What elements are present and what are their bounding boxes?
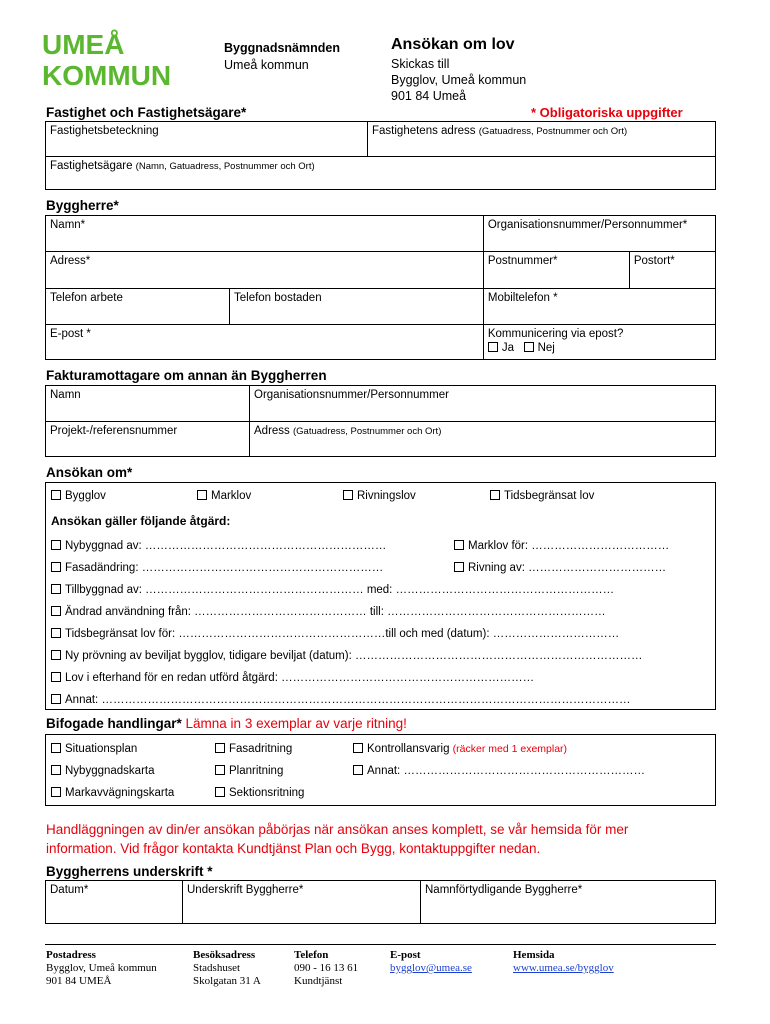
invoice-ref-field[interactable] — [46, 422, 250, 457]
facade-drawing-checkbox[interactable] — [215, 743, 225, 753]
invoice-orgnr-label: Organisationsnummer/Personnummer — [254, 389, 449, 401]
marklov-label: Marklov — [211, 490, 252, 502]
signature-table — [45, 880, 716, 924]
invoice-table — [45, 385, 716, 457]
footer-postal-heading: Postadress — [46, 949, 96, 961]
builder-address-label: Adress* — [50, 255, 91, 267]
footer-email-heading: E-post — [390, 949, 421, 961]
facade-checkbox[interactable] — [51, 562, 61, 572]
footer-postal — [46, 949, 157, 988]
other-att-checkbox[interactable] — [353, 765, 363, 775]
property-owner-field[interactable] — [46, 157, 716, 190]
levelling-label: Markavvägningskarta — [65, 787, 175, 799]
send-to-label: Skickas till — [391, 57, 450, 71]
builder-email-comm-cell — [483, 325, 715, 360]
site-plan-label: Situationsplan — [65, 743, 138, 755]
new-build-checkbox[interactable] — [51, 540, 61, 550]
type-bygglov[interactable] — [51, 490, 106, 502]
footer-web — [513, 949, 614, 975]
site-plan-checkbox[interactable] — [51, 743, 61, 753]
measure-ground-permit[interactable] — [454, 540, 669, 552]
footer-phone-heading: Telefon — [294, 949, 329, 961]
signature-date-label: Datum* — [50, 884, 89, 896]
builder-mobile-label: Mobiltelefon * — [487, 292, 558, 304]
property-table — [45, 121, 716, 190]
send-address-line2: 901 84 Umeå — [391, 89, 467, 103]
measures-title: Ansökan gäller följande åtgärd: — [51, 514, 231, 528]
builder-table — [45, 215, 716, 360]
footer-email-link[interactable]: bygglov@umea.se — [390, 962, 472, 974]
new-map-checkbox[interactable] — [51, 765, 61, 775]
other-measure-label: Annat: ………………………………………………………………………………………………………………………… — [65, 694, 631, 706]
invoice-section-title: Fakturamottagare om annan än Byggherren — [46, 368, 327, 383]
signature-section-title: Byggherrens underskrift * — [46, 864, 213, 879]
property-owner-hint: (Namn, Gatuadress, Postnummer och Ort) — [135, 161, 315, 172]
builder-orgnr-label: Organisationsnummer/Personnummer* — [487, 219, 688, 231]
type-rivningslov[interactable] — [343, 490, 416, 502]
builder-email-label: E-post * — [50, 328, 91, 340]
builder-name-label: Namn* — [50, 219, 86, 231]
builder-name-field[interactable] — [46, 216, 484, 252]
email-no-label: Nej — [537, 342, 555, 354]
processing-notice: Handläggningen av din/er ansökan påbörjas när ansökan anses komplett, se vår hemsida för mer information. Vid frågor kontakta Kundtjänst Plan och Bygg, kontaktuppgifter nedan. — [46, 822, 629, 856]
facade-drawing-label: Fasadritning — [229, 743, 293, 755]
ground-permit-label: Marklov för: ……………………………… — [468, 540, 670, 552]
board-name: Byggnadsnämnden — [224, 41, 340, 55]
property-designation-label: Fastighetsbeteckning — [50, 125, 159, 137]
invoice-orgnr-field[interactable] — [250, 386, 716, 422]
logo-line1: UMEÅ — [42, 29, 125, 60]
retro-label: Lov i efterhand för en redan utförd åtgärd: ………………………………………………………… — [65, 672, 535, 684]
temporary-checkbox[interactable] — [51, 628, 61, 638]
levelling-checkbox[interactable] — [51, 787, 61, 797]
page-title: Ansökan om lov — [391, 36, 515, 53]
measure-demolition[interactable] — [454, 562, 666, 574]
invoice-name-field[interactable] — [46, 386, 250, 422]
change-use-checkbox[interactable] — [51, 606, 61, 616]
footer-web-heading: Hemsida — [513, 949, 555, 961]
other-att-label: Annat: ……………………………………………………… — [367, 765, 645, 777]
inspector-note: (räcker med 1 exemplar) — [452, 743, 568, 755]
builder-mobile-field[interactable] — [483, 289, 715, 325]
builder-postnr-field[interactable] — [483, 252, 629, 289]
rivningslov-checkbox[interactable] — [343, 490, 353, 500]
att-levelling[interactable] — [51, 787, 174, 799]
attachments-section-title — [46, 716, 407, 731]
floor-plan-label: Planritning — [229, 765, 284, 777]
email-yes-checkbox[interactable] — [488, 342, 498, 352]
retro-checkbox[interactable] — [51, 672, 61, 682]
builder-orgnr-field[interactable] — [483, 216, 715, 252]
att-floor-plan[interactable] — [215, 765, 283, 777]
invoice-name-label: Namn — [50, 389, 81, 401]
type-tidsbegransat[interactable] — [490, 490, 594, 502]
footer-phone — [294, 949, 358, 988]
new-map-label: Nybyggnadskarta — [65, 765, 155, 777]
ground-permit-checkbox[interactable] — [454, 540, 464, 550]
bygglov-checkbox[interactable] — [51, 490, 61, 500]
signature-clarify-label: Namnförtydligande Byggherre* — [425, 884, 583, 896]
marklov-checkbox[interactable] — [197, 490, 207, 500]
builder-postort-label: Postort* — [633, 255, 675, 267]
floor-plan-checkbox[interactable] — [215, 765, 225, 775]
temporary-label: Tidsbegränsat lov för: ………………………………………………till och med (datum): …………………………… — [65, 628, 620, 640]
required-note: * Obligatoriska uppgifter — [531, 105, 683, 120]
attachments-title: Bifogade handlingar* — [46, 716, 182, 731]
umea-kommun-logo — [40, 28, 190, 88]
facade-label: Fasadändring: ……………………………………………………… — [65, 562, 384, 574]
att-new-map[interactable] — [51, 765, 155, 777]
retrial-checkbox[interactable] — [51, 650, 61, 660]
builder-address-field[interactable] — [46, 252, 484, 289]
application-section-title: Ansökan om* — [46, 465, 133, 480]
signature-sign-label: Underskrift Byggherre* — [187, 884, 304, 896]
builder-email-field[interactable] — [46, 325, 484, 360]
change-use-label: Ändrad användning från: ……………………………………… till: ………………………………………………… — [65, 606, 606, 618]
email-comm-label: Kommunicering via epost? — [487, 328, 624, 340]
builder-phone-work-label: Telefon arbete — [50, 292, 123, 304]
retrial-label: Ny prövning av beviljat bygglov, tidigare beviljat (datum): ………………………………………………………………… — [65, 650, 643, 662]
measure-temporary[interactable] — [51, 628, 619, 640]
property-designation-field[interactable] — [46, 122, 368, 157]
type-marklov[interactable] — [197, 490, 251, 502]
att-facade-drawing[interactable] — [215, 743, 292, 755]
footer-postal-line1: Bygglov, Umeå kommun — [46, 962, 157, 974]
att-site-plan[interactable] — [51, 743, 137, 755]
demolition-checkbox[interactable] — [454, 562, 464, 572]
invoice-ref-label: Projekt-/referensnummer — [50, 425, 178, 437]
invoice-address-field[interactable] — [250, 422, 716, 457]
builder-postort-field[interactable] — [629, 252, 715, 289]
invoice-address-label: Adress — [254, 425, 290, 437]
att-section[interactable] — [215, 787, 304, 799]
inspector-checkbox[interactable] — [353, 743, 363, 753]
property-address-label: Fastighetens adress — [372, 125, 476, 137]
measure-retro[interactable] — [51, 672, 534, 684]
email-no-checkbox[interactable] — [524, 342, 534, 352]
footer-visit-heading: Besöksadress — [193, 949, 256, 961]
footer-postal-line2: 901 84 UMEÅ — [46, 975, 112, 987]
footer-visit-line1: Stadshuset — [193, 962, 241, 974]
footer-visit — [193, 949, 261, 988]
bygglov-label: Bygglov — [65, 490, 106, 502]
new-build-label: Nybyggnad av: ……………………………………………………… — [65, 540, 387, 552]
footer-divider — [45, 944, 716, 945]
rivningslov-label: Rivningslov — [357, 490, 416, 502]
tidsbegransat-label: Tidsbegränsat lov — [504, 490, 595, 502]
section-checkbox[interactable] — [215, 787, 225, 797]
footer-web-link[interactable]: www.umea.se/bygglov — [513, 962, 614, 974]
signature-clarify-field[interactable] — [421, 881, 716, 924]
builder-phone-home-label: Telefon bostaden — [234, 292, 322, 304]
property-owner-label: Fastighetsägare — [50, 160, 133, 172]
demolition-label: Rivning av: ……………………………… — [468, 562, 667, 574]
footer-visit-line2: Skolgatan 31 A — [193, 975, 261, 987]
measure-extension[interactable] — [51, 584, 614, 596]
section-label: Sektionsritning — [229, 787, 305, 799]
property-section-title: Fastighet och Fastighetsägare* — [46, 105, 247, 120]
measure-change-use[interactable] — [51, 606, 606, 618]
other-measure-checkbox[interactable] — [51, 694, 61, 704]
inspector-label: Kontrollansvarig — [367, 743, 450, 755]
property-address-field[interactable] — [368, 122, 716, 157]
extension-checkbox[interactable] — [51, 584, 61, 594]
send-address-line1: Bygglov, Umeå kommun — [391, 73, 527, 87]
signature-sign-field[interactable] — [183, 881, 421, 924]
measure-other[interactable] — [51, 694, 630, 706]
logo-line2: KOMMUN — [42, 60, 172, 88]
measure-new-build[interactable] — [51, 540, 386, 552]
footer-phone-line2: Kundtjänst — [294, 975, 343, 987]
measure-facade[interactable] — [51, 562, 383, 574]
att-inspector[interactable] — [353, 743, 567, 755]
att-other[interactable] — [353, 765, 645, 777]
invoice-address-hint: (Gatuadress, Postnummer och Ort) — [293, 426, 442, 437]
builder-postnr-label: Postnummer* — [487, 255, 558, 267]
footer-phone-number: 090 - 16 13 61 — [294, 962, 359, 974]
footer-email — [390, 949, 472, 975]
attachments-title-note: Lämna in 3 exemplar av varje ritning! — [185, 716, 407, 731]
builder-section-title: Byggherre* — [46, 198, 119, 213]
builder-phone-work-field[interactable] — [46, 289, 230, 325]
extension-label: Tillbyggnad av: ………………………………………………… med: ………………………………………………… — [65, 584, 615, 596]
email-yes-label: Ja — [501, 342, 515, 354]
property-address-hint: (Gatuadress, Postnummer och Ort) — [478, 126, 628, 137]
builder-phone-home-field[interactable] — [230, 289, 484, 325]
signature-date-field[interactable] — [46, 881, 183, 924]
tidsbegransat-checkbox[interactable] — [490, 490, 500, 500]
municipality-name: Umeå kommun — [224, 58, 309, 72]
measure-retrial[interactable] — [51, 650, 642, 662]
